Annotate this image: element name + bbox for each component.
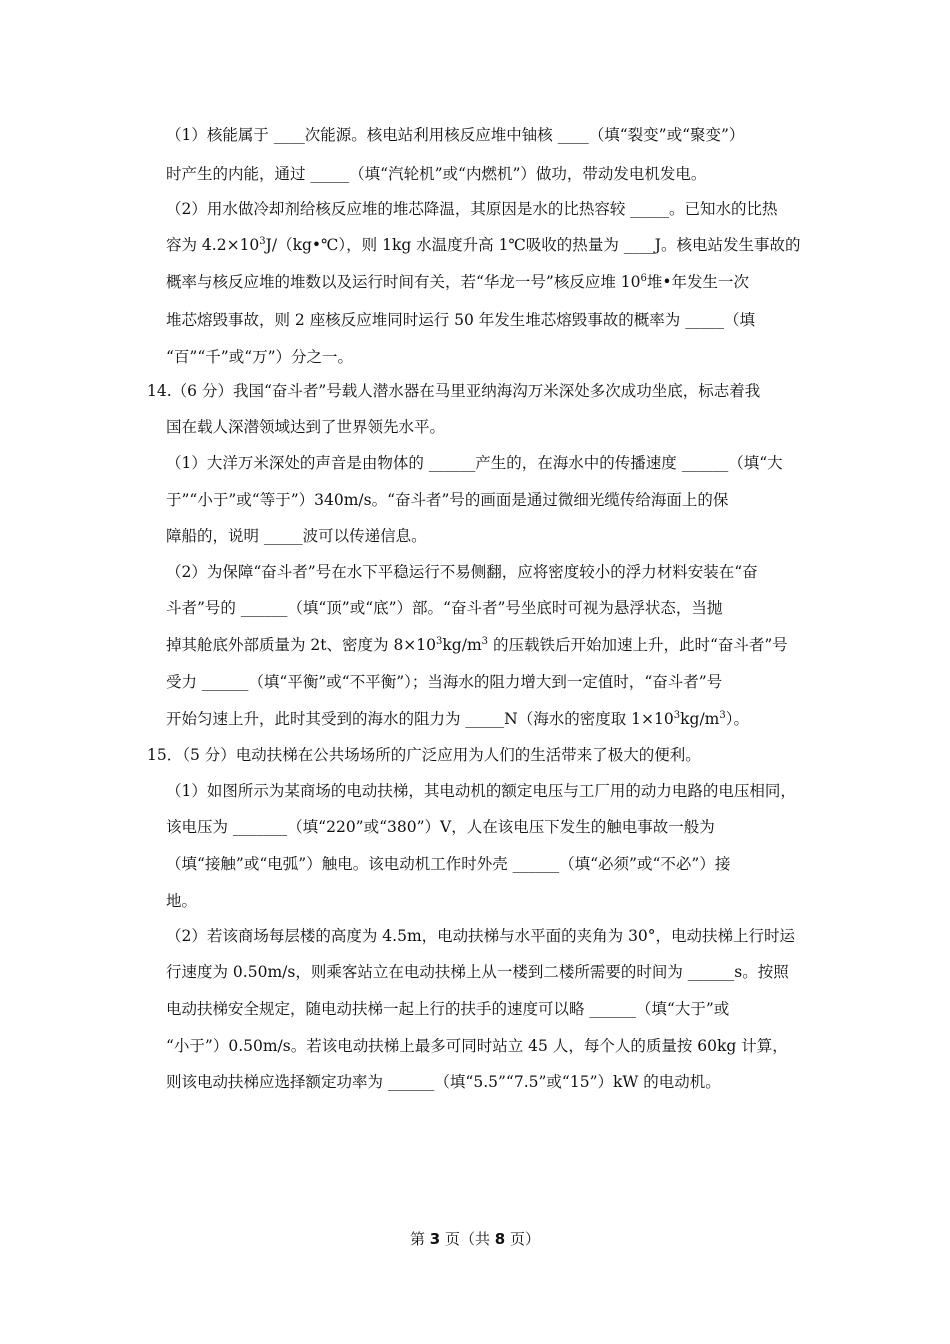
q13-part2-line2 [166,234,800,256]
footer-text: 页） [505,1230,540,1248]
text-run: 开始匀速上升，此时其受到的海水的阻力为 _____N（海水的密度取 1×10 [166,710,674,728]
q14-part2-line4: 受力 ______（填“平衡”或“不平衡”）；当海水的阻力增大到一定值时，“奋斗者”号 [166,673,723,691]
text-run: 概率与核反应堆的堆数以及运行时间有关，若“华龙一号”核反应堆 10 [166,273,641,291]
q15-part2-line2: 行速度为 0.50m/s，则乘客站立在电动扶梯上从一楼到二楼所需要的时间为 ______s。按照 [166,963,789,981]
q13-part1-line1: （1）核能属于 ____次能源。核电站利用核反应堆中铀核 ____（填“裂变”或“聚变”） [166,126,745,144]
q14-part1-line2: 于”“小于”或“等于”）340m/s。“奋斗者”号的画面是通过微细光缆传给海面上的保 [166,491,729,509]
q13-part2-line5: “百”“千”或“万”）分之一。 [166,348,354,366]
superscript: 6 [640,272,647,284]
footer-text: 页（共 [440,1230,495,1248]
superscript: 3 [673,709,681,721]
q15-part2-line3: 电动扶梯安全规定，随电动扶梯一起上行的扶手的速度可以略 ______（填“大于”或 [166,1000,730,1018]
text-run: ）。 [725,710,749,728]
text-run: J/（kg•℃），则 1kg 水温度升高 1℃吸收的热量为 ____J。核电站发生事故的 [265,236,801,254]
text-run: 容为 4.2×10 [166,236,260,254]
q15-part1-line1: （1）如图所示为某商场的电动扶梯，其电动机的额定电压与工厂用的动力电路的电压相同， [166,782,796,800]
current-page-number: 3 [429,1230,441,1248]
q14-part1-line3: 障船的，说明 _____波可以传递信息。 [166,527,427,545]
text-run: kg/m [442,636,482,654]
q13-part2-line3 [166,271,749,293]
q14-heading-line1: 14.（6 分）我国“奋斗者”号载人潜水器在马里亚纳海沟万米深处多次成功坐底，标志着我 [147,382,761,400]
q13-part2-line4: 堆芯熔毁事故，则 2 座核反应堆同时运行 50 年发生堆芯熔毁事故的概率为 _____（填 [166,311,755,329]
q13-part2-line1: （2）用水做冷却剂给核反应堆的堆芯降温，其原因是水的比热容较 _____。已知水的比热 [166,200,778,218]
text-run: 掉其舱底外部质量为 2t、密度为 8×10 [166,636,437,654]
q15-heading-line1: 15．（5 分）电动扶梯在公共场场所的广泛应用为人们的生活带来了极大的便利。 [147,746,701,764]
superscript: 3 [719,709,726,721]
q15-part2-line4: “小于”）0.50m/s。若该电动扶梯上最多可同时站立 45 人，每个人的质量按 60kg 计算， [166,1037,788,1055]
q14-part2-line3 [166,634,788,656]
text-run: 堆•年发生一次 [646,273,750,291]
q15-part1-line3: （填“接触”或“电弧”）触电。该电动机工作时外壳 ______（填“必须”或“不必”）接 [166,855,731,873]
q15-part2-line5: 则该电动扶梯应选择额定功率为 ______（填“5.5”“7.5”或“15”）kW 的电动机。 [166,1073,721,1091]
q15-part1-line4: 地。 [166,892,198,910]
q14-part2-line5 [166,708,749,730]
q15-part1-line2: 该电压为 _______（填“220”或“380”）V，人在该电压下发生的触电事故一般为 [166,818,715,836]
superscript: 3 [259,235,266,247]
q13-part1-line2: 时产生的内能，通过 _____（填“汽轮机”或“内燃机”）做功，带动发电机发电。 [166,165,707,183]
page-footer [0,1228,950,1249]
q14-heading-line2: 国在载人深潜领域达到了世界领先水平。 [166,418,446,436]
superscript: 3 [481,635,489,647]
total-page-count: 8 [494,1230,506,1248]
q14-part2-line2: 斗者”号的 ______（填“顶”或“底”）部。“奋斗者”号坐底时可视为悬浮状态，当抛 [166,599,723,617]
footer-text: 第 [410,1230,430,1248]
q15-part2-line1: （2）若该商场每层楼的高度为 4.5m，电动扶梯与水平面的夹角为 30°，电动扶梯上行时运 [166,927,796,945]
q14-part1-line1: （1）大洋万米深处的声音是由物体的 ______产生的，在海水中的传播速度 ______（填“大 [166,454,783,472]
text-run: 的压载铁后开始加速上升，此时“奋斗者”号 [488,636,788,654]
text-run: kg/m [680,710,720,728]
q14-part2-line1: （2）为保障“奋斗者”号在水下平稳运行不易侧翻，应将密度较小的浮力材料安装在“奋 [166,563,758,581]
superscript: 3 [436,635,443,647]
